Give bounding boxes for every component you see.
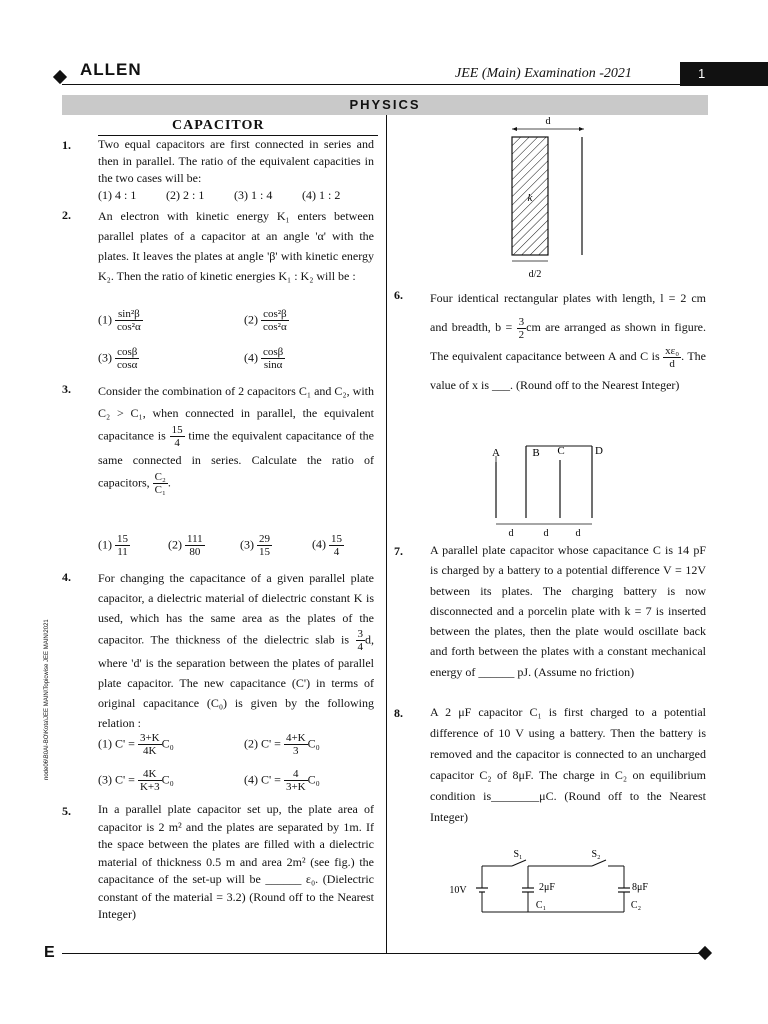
q1-option-3: (3) 1 : 4: [234, 188, 273, 202]
q1-number: 1.: [62, 138, 71, 152]
q1-option-2: (2) 2 : 1: [166, 188, 205, 202]
q8-c1-name: C₁: [535, 900, 547, 911]
q8-c2-name: C₂: [630, 900, 642, 911]
q3-option-2: (2) $\frac{111}{80}$: [168, 533, 203, 558]
q3-option-3: (3) $\frac{29}{15}$: [240, 533, 270, 558]
q4-option-4: (4) C' = $\frac{4}{3+K}$ C₀: [244, 768, 320, 793]
q8-c2-value: 8μF: [632, 882, 648, 893]
q8-switch-s1: [512, 860, 526, 866]
footer-diamond: [698, 946, 712, 960]
q8-battery-label: 10V: [449, 885, 467, 896]
header-diamond: [53, 70, 67, 84]
q2-option-3: (3) $\frac{\cos\beta}{\cos\alpha}$: [98, 346, 138, 371]
q8-s1-label: S₁: [513, 849, 523, 860]
chapter-title: CAPACITOR: [172, 118, 265, 133]
q8-number: 8.: [394, 706, 403, 720]
q5-fig-top-label: d: [545, 116, 551, 127]
q5-text: In a parallel plate capacitor set up, the plate area of capacitor is 2 m² and the plates are separated by 1m. If the space between the plates are filled with a dielectric material of thickness 0.5 m and area 2m² (see fig.) the capacitance of the set-up will be ______ ε₀. (Dielectric constant of the material = 3.2) (Round off to the Nearest Integer): [98, 802, 374, 921]
q7-number: 7.: [394, 544, 403, 558]
q6-fig-label-b: B: [532, 447, 540, 459]
q2-number: 2.: [62, 208, 71, 222]
q3-number: 3.: [62, 382, 71, 396]
q2-option-2: (2) $\frac{\text{cos²β}}{\text{cos²α}}$: [244, 308, 287, 333]
column-divider: [386, 115, 387, 953]
q7-text: A parallel plate capacitor whose capacitance C is 14 pF is charged by a battery to a potential difference V = 12V between its plates. The charging battery is now disconnected and a porcelin plate with k = 7 is inserted between the plates, then the plate would oscillate back and forth between the plates with a constant mechanical energy of ______ pJ. (Assume no friction): [430, 543, 706, 679]
q5-fig-arrowhead-right: [579, 127, 584, 131]
q6-figure: [484, 438, 614, 540]
q6-fig-gap-1: d: [508, 528, 514, 539]
q1-text: Two equal capacitors are first connected in series and then in parallel. The ratio of the equivalent capacities in the two cases will be:: [98, 137, 374, 185]
q6-fig-label-a: A: [492, 447, 500, 459]
q6-fig-gap-2: d: [543, 528, 549, 539]
q2-text: An electron with kinetic energy K₁ enters between parallel plates of a capacitor at an angle 'α' with the plates. It leaves the plates at angle 'β' with kinetic energy K₂. Then the ratio of kinetic energies K₁ : K₂ will be :: [98, 209, 374, 283]
q6-fig-label-c: C: [557, 445, 565, 457]
exam-title: JEE (Main) Examination -2021: [455, 66, 632, 81]
q4-text: For changing the capacitance of a given parallel plate capacitor, a dielectric material of dielectric constant K is used, which has the same area as the plates of the capacitor. The thickness of the dielectric slab is $\frac{3}{4}$ d, where 'd' is the separation between the plates of parallel plate capacitor. The new capacitance (C') in terms of original capacitance (C₀) is given by the following relation :: [98, 571, 374, 730]
q4-option-3: (3) C' = $\frac{4K}{K+3}$ C₀: [98, 768, 174, 793]
q5-figure: [500, 115, 600, 285]
q4-option-2: (2) C' = $\frac{4+K}{3}$ C₀: [244, 732, 320, 757]
q3-options: [98, 533, 374, 558]
q6-number: 6.: [394, 288, 403, 302]
q5-number: 5.: [62, 804, 71, 818]
q1-options: [98, 188, 374, 203]
header-rule: [62, 84, 682, 85]
q6-fig-label-d: D: [595, 445, 603, 457]
q8-s2-label: S₂: [591, 849, 601, 860]
q4-option-1: (1) C' = $\frac{3+K}{4K}$ C₀: [98, 732, 174, 757]
q4-number: 4.: [62, 570, 71, 584]
page-number-box: [680, 62, 768, 86]
q3-text: Consider the combination of 2 capacitors C₁ and C₂, with C₂ > C₁, when connected in parallel, the equivalent capacitance is $\frac{15}{4}$ time the equivalent capacitance of the same connected in series. Calculate the ratio of capacitors, $\frac{\text{C₂}}{\text{C₁}}$ .: [98, 384, 374, 496]
q8-switch-s2: [592, 860, 606, 866]
q1-option-4: (4) 1 : 2: [302, 188, 341, 202]
q8-text: A 2 μF capacitor C₁ is first charged to a potential difference of 10 V using a battery. Then the battery is removed and the capacitor is connected to an uncharged capacitor C₂ of 8μF. The charge in C₂ on equilibrium condition is________μC. (Round off to the Nearest Integer): [430, 705, 706, 824]
q8-c1-value: 2μF: [539, 882, 555, 893]
q2-option-4: (4) $\frac{\cos\beta}{\sin\alpha}$: [244, 346, 284, 371]
q2-option-1: (1) $\frac{\text{sin²β}}{\text{cos²α}}$: [98, 308, 141, 333]
q3-option-4: (4) $\frac{15}{4}$: [312, 533, 342, 558]
q6-text: Four identical rectangular plates with length, l = 2 cm and breadth, b = $\frac{3}{2}$ cm are arranged as shown in figure. The equivalent capacitance between A and C is $\frac{\text{xε₀}}{d}$ . The value of x is ___. (Round off to the Nearest Integer): [430, 291, 707, 392]
q5-fig-arrowhead-left: [512, 127, 517, 131]
q5-fig-k-label: k: [527, 192, 533, 204]
q5-fig-bottom-label: d/2: [528, 269, 542, 280]
side-path-text: node06\B0AI-BO\Kota\JEE MAIN\Topicwise JEE MAIN\2021: [44, 619, 50, 780]
q8-circuit: [442, 848, 672, 920]
q6-fig-gap-3: d: [575, 528, 581, 539]
footer-letter: E: [44, 944, 55, 961]
subject-banner: PHYSICS: [62, 95, 708, 115]
q1-option-1: (1) 4 : 1: [98, 188, 137, 202]
page-number: 1: [698, 66, 706, 81]
footer-rule: [62, 953, 702, 954]
brand-logo: ALLEN: [80, 60, 142, 79]
q3-option-1: (1) $\frac{15}{11}$: [98, 533, 128, 558]
